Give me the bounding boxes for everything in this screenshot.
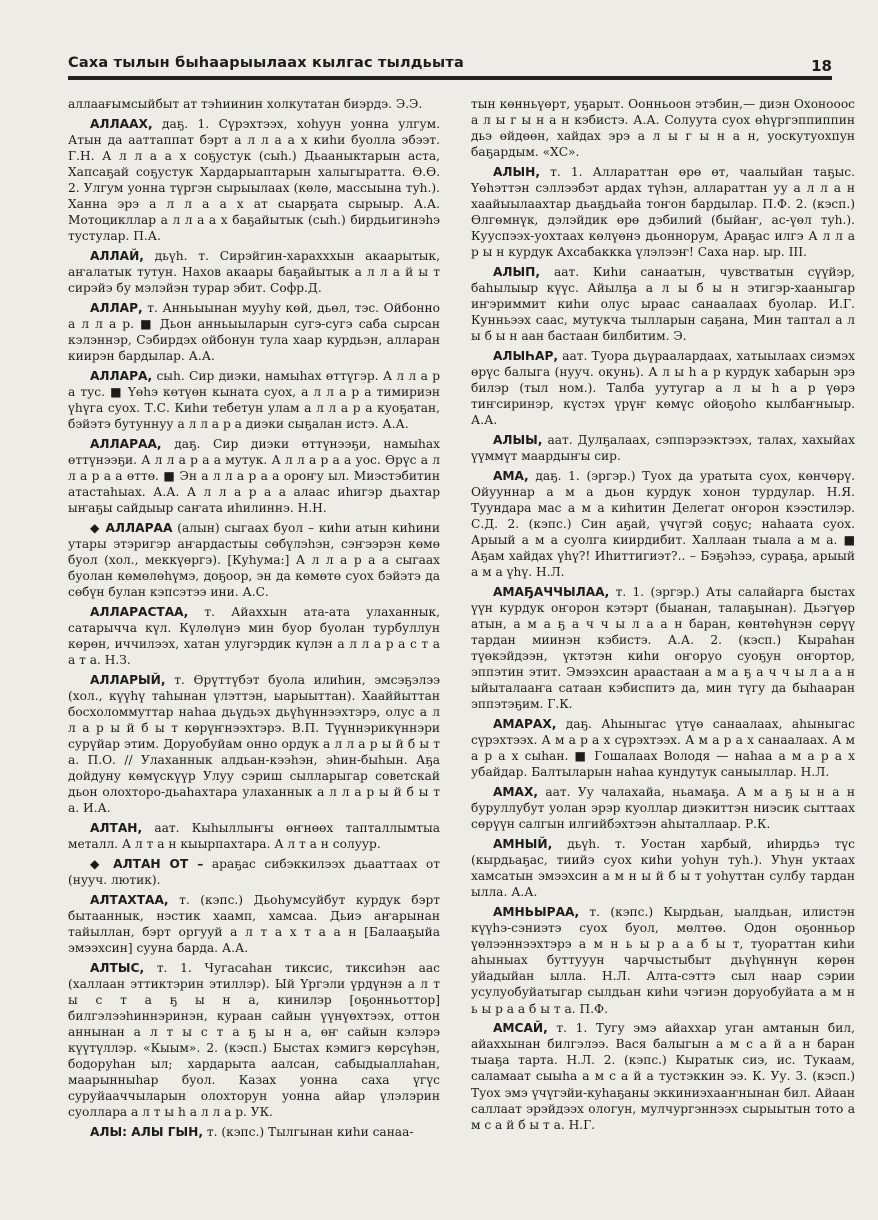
entry-definition: т. 1. Тугу эмэ айаххар уган амтанын бил, айаххынан билгэлээ. Вася балыгын а м с а й а н баран тыаҕа тарта. Н.Л. 2. (кэпс.) Кыратык сиэ, ис. Тукаам, саламаат сыыһа а м с а й а тустэккин ээ. К. Уу. 3. (кэсп.) Туох эмэ үчүгэйи-кyһаҕаны эккиниэхааҥнынан бил. Айаан саллаат эрэйдээх ологун, мулчургэннээх сырыытын тото а м с а й б ы т а. Н.Г. — [471, 1021, 856, 1132]
entry-headword: АЛЛАРАА, — [90, 436, 162, 451]
entry-definition: аат. Дулҕалаах, сэппэрээктээх, талах, хахыйах үүммүт маардыҥы сир. — [471, 433, 855, 464]
dictionary-entry — [68, 960, 440, 1120]
entry-definition: даҕ. Аһыныгас үтүө санаалаах, аһыныгас сүрэхтээх. А м а р а х сүрэхтээх. А м а р а х санаалаах. А м а р а х сыһан. ■ Гошалаах Володя — наһаа а м а р а х убайдар. Балтыларын наһаа кундутук саныыллар. Н.Л. — [471, 717, 856, 780]
dictionary-entry — [471, 164, 855, 260]
entry-definition: т. 1. (эргэр.) Аты салайарга быстах үүн курдук оҥорон кэтэрт (быанан, талаҕынан). Дьэгүөр атын, а м а ҕ а ч ч ы л а а н баран, көнтөһүнэн сөрүү тардан миинэн кэбистэ. А.А. 2. (кэсп.) Кыраһан түөкэйдээн, үктэтэн киһи оҥоруо суоҕун оҥортор, эппэтин этит. Эмээхсин араастаан а м а ҕ а ч ч ы л а а н ыйыталааҥа сатаан кэбиспитэ да, мин түгу да быһааран эппэтэҕим. Г.К. — [471, 585, 855, 712]
dictionary-entry — [68, 116, 440, 244]
entry-headword: АЛЫЫ, — [493, 433, 543, 448]
entry-definition: аат. Киһи санаатын, чувстватын сүүйэр, баһылыыр күүс. Айылҕа а л ы б ы н этигэр-хааныгар иҥэриммит киһи олус ыраас санаалаах буолар. И.Г. Кунньээх саас, мутукча тылларын саҕана, Мин таптал а л ы б ы н аан бастаан билбитим. Э. — [471, 265, 856, 344]
dictionary-entry — [68, 520, 440, 600]
entry-headword: АЛЛАЙ, — [90, 249, 144, 264]
entry-headword: АМАҔАЧЧЫЛАА, — [493, 585, 610, 600]
entry-definition: араҕас сибэккилээх дьааттаах от (нууч. лютик). — [68, 857, 441, 888]
entry-definition: т. (кэпс.) Дьоһумсуйбут курдук бэрт бытааннык, нэстик хаамп, хамсаа. Дьиэ аҥарынан тайыллан, бэрт оргууй а л т а х т а а н [Балааҕыйа эмээхсин] сууна барда. А.А. — [68, 892, 441, 956]
entry-definition: т. (кэпс.) Кырдьан, ыалдьан, илистэн күүһэ-сэниэтэ суох буол, мөлтөө. Одон оҕонньор үөлээннээхтэрэ а м н ь ы р а а б ы т, туораттан киһи аһыныах буттууун чарчыстыбыт дьүһүннүн көрөн уйадыйан ылла. Н.Л. Алта-сэттэ сыл наар сэрии усулуобуйатыгар сылдьан киһи чэгиэн доруобуйата а м н ь ы р а а б ы т а. П.Ф. — [471, 905, 855, 1016]
entry-definition: аат. Уу чалахайа, ньамаҕа. А м а ҕ ы н а н буруллубут уолан эрэр куоллар диэкиттэн ниэсик сыттаах сөрүүн салгын илгийбэхтээн аһыталлаар. Р.К. — [471, 785, 855, 832]
entry-definition: аат. Кыһыллыҥы өҥнөөх тапталлымтыа металл. А л т а н кыырпахтара. А л т а н солуур. — [68, 821, 440, 852]
left-column — [68, 96, 440, 1144]
entry-headword: АЛЫП, — [493, 265, 541, 280]
entry-definition: даҕ. 1. Сүрэхтээх, хоһуун уонна улгум. Атын да ааттаппат бэрт а л л а а х киһи буолла эбээт. Г.Н. А л л а а х соҕустук (сыһ.) Дьааныктарын аста, Хапсаҕай соҕустук Хардарыаптарын халыгыратта. Ө.Ө. 2. Улгум уонна түргэн сырыылаах (көлө, массыына туһ.). Ханна эрэ а л л а а х ат сыарҕата сырыыр. А.А. Мотоцикллар а л л а а х баҕайытык (сыһ.) бирдьигинэһэ тустулар. П.А. — [68, 116, 441, 244]
dictionary-entry — [471, 904, 855, 1016]
entry-headword: АЛЛААХ, — [90, 116, 153, 131]
dictionary-entry — [68, 96, 440, 112]
page-number: 18 — [811, 57, 832, 75]
entry-headword: АЛТАХТАА, — [90, 892, 169, 907]
dictionary-entry — [68, 604, 440, 668]
dictionary-entry — [471, 1020, 855, 1132]
entry-headword: АМА, — [493, 469, 529, 484]
dictionary-entry — [471, 432, 855, 464]
dictionary-entry — [68, 1124, 440, 1140]
entry-definition: даҕ. 1. (эргэр.) Туох да уратыта суох, көнчөрү. Ойууннар а м а дьон курдук хонон турдулар. Н.Я. Туундара мас а м а киһитин Делегат оҥорон кээстилэр. С.Д. 2. (кэпс.) Син аҕай, үчүгэй соҕус; наһаата суох. Арыый а м а суолга киирдибит. Халлаан тыала а м а. ■ Аҕам хайдах үһү?! Иһиттигиэт?.. – Бэҕэһээ, сураҕа, арыый а м а үһү. Н.Л. — [471, 469, 856, 580]
entry-definition: т. Анньыынан мууһу көй, дьөл, тэс. Ойбонно а л л а р. ■ Дьон анньыыларын сугэ-сугэ саба сырсан кэлэннэр, Сэбирдэх ойбонун тула хаар курдьэн, алларан киирэн бардылар. А.А. — [68, 300, 440, 364]
header-rule — [68, 76, 832, 80]
entry-headword: АМНЬЫРАА, — [493, 905, 580, 920]
entry-headword: ◆ АЛЛАРАА — [90, 520, 173, 535]
dictionary-entry — [471, 348, 855, 428]
entry-definition: тын көнньүөрт, уҕарыт. Оонньоон этэбин,— диэн Охонооос а л ы г ы н а н кэбистэ. А.А. Солуута суох өһүргэппиппин дьэ өйдөөн, хайдах эрэ а л ы г ы н а н, уоскутуохпун баҕардым. «ХС». — [471, 97, 855, 160]
entry-definition: дьүһ. т. Сирэйгин-харахххын акаарытык, аҥалатык тутун. Нахов акаары баҕайытык а л л а й ы т сирэйэ бу мэлэйэн турар эбит. Софр.Д. — [68, 249, 441, 296]
dictionary-entry — [68, 856, 440, 888]
entry-headword: ◆ АЛТАН ОТ – — [90, 857, 204, 872]
entry-definition: дьүһ. т. Уостан харбый, иһирдьэ түс (кырдьаҕас, тиийэ суох киһи уоһун туһ.). Уһун уктаах хамсатын эмээхсин а м н ы й б ы т уоһуттан сулбу тардан ылла. А.А. — [471, 837, 856, 900]
entry-headword: АМСАЙ, — [493, 1021, 548, 1036]
entry-headword: АЛТАН, — [90, 821, 143, 836]
entry-headword: АМАРАХ, — [493, 717, 557, 732]
dictionary-entry — [68, 892, 440, 956]
entry-headword: АМАХ, — [493, 785, 539, 800]
entry-definition: т. Өрүттүбэт буола илиһин, эмсэҕэлээ (хол., күүһү таһынан үлэттэн, ыарыыттан). Хааййыттан босхоломмуттар наһаа дьүдьэх дьүһүннээхтэрэ, олус а л л а р ы й б ы т көрүҥнээхтэрэ. В.П. Түүннэрикүннэри сурүйар этим. Доруобуйам онно ордук а л л а р ы й б ы т а. П.О. // Улаханнык алдьан-кээһэн, эһин-быһын. Аҕа дойдуну көмүскүүр Улуу сэриш сылларыгар советскай дьон олохторо-дьаһахтара улаханнык а л л а р ы й б ы т а. И.А. — [68, 672, 441, 816]
right-column — [471, 96, 855, 1136]
dictionary-entry — [68, 300, 440, 364]
entry-headword: АЛЫ: АЛЫ ГЫН, — [90, 1125, 203, 1140]
entry-definition: сыһ. Сир диэки, намыһах өттүгэр. А л л а р а тус. ■ Үөһэ көтүөн кыната суох, а л л а р а тимириэн үһүга суох. Т.С. Киһи тебетун улам а л л а р а куоҕатан, бэйэтэ бутуннуу а л л а р а диэки сыҕалан истэ. А.А. — [68, 368, 440, 432]
entry-headword: АЛТЫС, — [90, 960, 145, 975]
entry-definition: (алын) сыгаах буол – киһи атын киһини утары этэригэр аҥардастыы сөбүлэһэн, сэҥээрэн көмө буол (хол., меккүөргэ). [Куһума:] А л л а р а а сыгаах буолан көмөлөһүмэ, доҕоор, эн да көмөтө суох бэйэтэ да сөбүн булан кэпсэтээ ини. А.С. — [68, 520, 441, 600]
dictionary-entry — [68, 672, 440, 816]
running-title: Саха тылын быһаарыылаах кылгас тылдьыта — [68, 55, 464, 71]
entry-definition: т. Айаххын ата-ата улаханнык, сатарычча күл. Күлөлүнэ мин буор буолан турбуллун көрөн, иччилээх, хатан улугэрдик күлэн а л л а р а с т а а т а. Н.З. — [68, 604, 440, 668]
entry-headword: АЛЛАР, — [90, 300, 143, 315]
dictionary-entry — [68, 248, 440, 296]
entry-headword: АЛЛАРА, — [90, 368, 153, 383]
entry-definition: аат. Туора дьүраалардаах, хатыылаах сиэмэх өрүс балыга (нууч. окунь). А л ы һ а р курдук хабарын эрэ билэр (тыл ном.). Талба уутугар а л ы һ а р үөрэ тиҥсиринэр, күстэх үрүҥ көмүс ойоҕоһо кылбаҥныыр. А.А. — [471, 349, 855, 428]
entry-headword: АЛЫН, — [493, 164, 541, 179]
dictionary-entry — [471, 468, 855, 580]
dictionary-entry — [471, 836, 855, 900]
entry-headword: АЛЛАРЫЙ, — [90, 672, 166, 687]
entry-headword: АМНЫЙ, — [493, 837, 553, 852]
entry-definition: даҕ. Сир диэки өттүнээҕи, намыһах өттүнээҕи. А л л а р а а мутук. А л л а р а а уос. Өрүс а л л а р а а өттө. ■ Эн а л л а р а а ороҥу ыл. Миэстэбитин атастаһыах. А.А. А л л а р а а алаас иһигэр дьахтар ыҥаҕы сайдыыр саҥата иһилиннэ. Н.Н. — [68, 436, 440, 516]
entry-definition: т. 1. Чугасаһан тиксис, тиксиһэн аас (халлаан эттиктэрин этиллэр). Ый Үргэли үрдүнэн а л т ы с т а ҕ ы н а, кинилэр [оҕонньоттор] билгэлээһиннэринэн, кураан сайын үүнүөхтээх, оттон аннынан а л т ы с т а ҕ ы н а, өҥ сайын кэлэрэ күүтүллэр. «Кыым». 2. (кэсп.) Быстах кэмигэ көрсүһэн, бодоруһан ыл; хардарыта аалсан, сабыдыаллаһан, маарынныһар буол. Казах уонна саха үгүс суруйааччыларын олохторун уонна айар үлэлэрин суоллара а л т ы һ а л л а р. УК. — [68, 960, 441, 1120]
entry-definition: т. 1. Аллараттан өрө өт, чаалыйан таҕыс. Үөһэттэн сэллээбэт ардах түһэн, аллараттан уу а л л а н хаайыылаахтар дьаҕдьайа тоҥон бардылар. П.Ф. 2. (кэсп.) Өлгөмнүк, дэлэйдик өрө дэбилий (быйаҥ, ас-үөл туһ.). Кууспээх-уохтаах көлүөнэ дьоннорум, Араҕас илгэ А л л а р ы н курдук Ахсабаккка үлэлээҥ! Саха нар. ыр. III. — [471, 164, 855, 260]
entry-headword: АЛЫҺАР, — [493, 349, 559, 364]
dictionary-entry — [471, 264, 855, 344]
dictionary-entry — [471, 584, 855, 712]
entry-definition: аллаағымсыйбыт ат тэһиинин холкутатан биэрдэ. Э.Э. — [68, 97, 423, 111]
dictionary-entry — [471, 96, 855, 160]
dictionary-entry — [471, 784, 855, 832]
running-head — [68, 53, 832, 77]
dictionary-entry — [68, 436, 440, 516]
entry-definition: т. (кэпс.) Тылгынан киһи санаа- — [206, 1125, 414, 1140]
dictionary-entry — [471, 716, 855, 780]
entry-headword: АЛЛАРАСТАА, — [90, 604, 189, 619]
dictionary-entry — [68, 820, 440, 852]
dictionary-entry — [68, 368, 440, 432]
